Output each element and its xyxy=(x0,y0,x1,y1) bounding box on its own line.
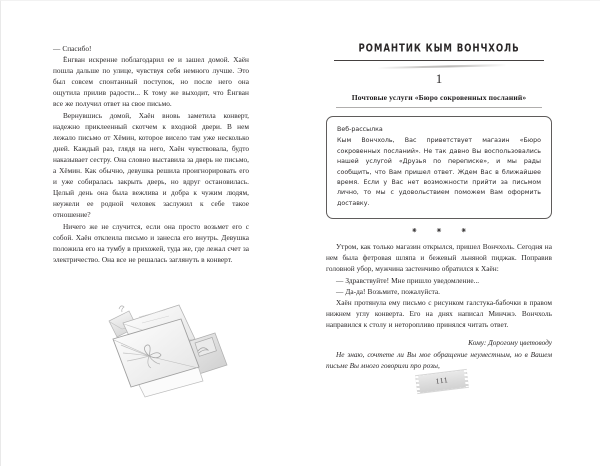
left-page-text-column xyxy=(53,43,249,265)
paragraph: — Здравствуйте! Мне пришло уведомление... xyxy=(336,275,480,285)
paragraph: Хаён протянула ему письмо с рисунком галстука-бабочки в правом нижнем углу конверта. Его на днях написал Минчжэ. Вончхоль направился к столу и неторопливо принялся читать ответ. xyxy=(326,297,552,329)
right-page xyxy=(301,1,600,467)
header-ornament xyxy=(326,60,552,73)
notice-body: Кым Вончхоль, Вас приветствует магазин «Бюро сокровенных посланий». Не так давно Вы воспользовались нашей услугой «Друзья по переписке», и мы рады сообщить, что Вам пришел ответ. Ждем Вас в ближайшее время. Если у Вас нет возможности прийти за письмом лично, то мы с удовольствием поможем Вам оформить доставку. xyxy=(337,137,541,207)
paragraph: Ёнгван искренне поблагодарил ее и зашел домой. Хаён пошла дальше по улице, чувствуя себя немного лучше. Это был совсем спонтанный поступок, но после него она ощутила прилив радости... К тому же выходит, что Ёнгван все же получил ответ на свое письмо. xyxy=(53,55,249,109)
paragraph: Ничего же не случится, если она просто возьмет его с собой. Хаён отклеила письмо и занесла его внутрь. Девушка положила его на тумбу в прихожей, туда же, где лежал счет за электричество. Она все не решалась заглянуть в конверт. xyxy=(53,221,249,264)
letter-body: Не знаю, сочтете ли Вы мое обращение неуместным, но в Вашем письме Вы много говорили про розы, xyxy=(326,350,552,371)
paragraph: Вернувшись домой, Хаён вновь заметила конверт, надежно приклеенный скотчем к входной двери. В нем лежало письмо от Хёмин, которое висело там уже несколько дней. Каждый раз, глядя на него, Хаён чувствовала, будто наказывает сестру. Она словно выставила за дверь не письмо, а Хёмин. Как обычно, девушка решила проигнорировать его и уже собиралась закрыть дверь, но вдруг остановилась. Целый день она была вежлива и добра к чужим людям, неужели ее родной человек заслужил к себе такое отношение? xyxy=(53,110,249,220)
scene-break: ⁕ ⁕ ⁕ xyxy=(410,226,476,236)
paragraph: Утром, как только магазин открылся, пришел Вончхоль. Сегодня на нем была фетровая шляпа и бежевый льняной пиджак. Поправив головной убор, мужчина застенчиво обратился к Хаён: xyxy=(326,242,552,274)
running-head: РОМАНТИК КЫМ ВОНЧХОЛЬ xyxy=(358,43,520,56)
ticket-shape xyxy=(416,370,468,393)
paragraph: — Да-да! Возьмите, пожалуйста. xyxy=(336,286,440,296)
letter-addressee: Кому: Дорогому цветоводу xyxy=(468,338,552,347)
page-number: 111 xyxy=(435,375,449,386)
paragraph: — Спасибо! xyxy=(53,44,92,53)
page-number-ticket xyxy=(411,369,477,395)
right-page-text-column xyxy=(326,43,552,371)
chapter-title: Почтовые услуги «Бюро сокровенных посланий» xyxy=(351,93,527,102)
chapter-title-rule xyxy=(336,107,542,108)
web-notice-box xyxy=(326,116,552,219)
header-swoosh-icon xyxy=(378,64,506,69)
chapter-number: 1 xyxy=(435,71,443,86)
notice-title: Веб-рассылка xyxy=(337,126,383,133)
scattered-envelopes-illustration xyxy=(99,299,249,409)
left-page xyxy=(1,1,301,467)
header-rule xyxy=(334,60,544,61)
